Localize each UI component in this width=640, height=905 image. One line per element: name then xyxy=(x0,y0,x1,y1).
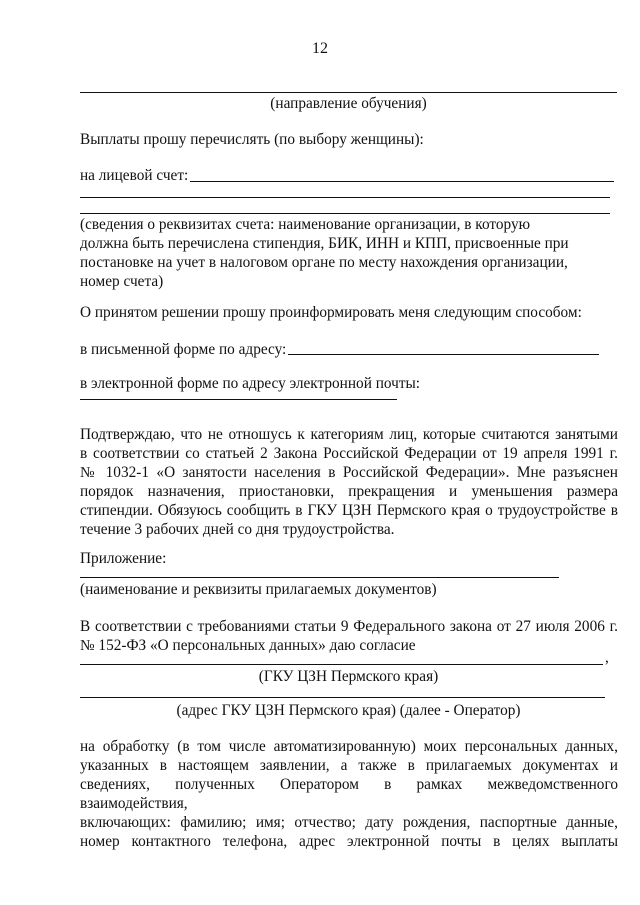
account-caption-line-1: (сведения о реквизитах счета: наименование организации, в которую xyxy=(80,216,531,233)
account-caption-line-2: должна быть перечислена стипендия, БИК, ИНН и КПП, присвоенные при xyxy=(80,235,569,252)
confirmation-line-1: Подтверждаю, что не отношусь к категориям лиц, которые считаются занятыми xyxy=(80,426,618,443)
processing-line-6: номер контактного телефона, адрес электронной почты в целях выплаты xyxy=(80,833,618,850)
processing-line-2: указанных в настоящем заявлении, а также в прилагаемых документах и xyxy=(80,757,618,774)
processing-line-5: включающих: фамилию; имя; отчество; дату рождения, паспортные данные, xyxy=(80,814,618,831)
confirmation-line-4: порядок назначения, приостановки, прекращения и уменьшения размера xyxy=(80,483,618,500)
notification-prompt: О принятом решении прошу проинформировать меня следующим способом: xyxy=(80,304,582,321)
email-form-label: в электронной форме по адресу электронной почты: xyxy=(80,375,421,392)
consent-line-1: В соответствии с требованиями статьи 9 Федерального закона от 27 июля 2006 г. xyxy=(80,618,618,635)
account-caption-line-4: номер счета) xyxy=(80,273,164,290)
study-direction-field-line xyxy=(80,92,617,93)
attachment-caption: (наименование и реквизиты прилагаемых документов) xyxy=(80,581,437,598)
confirmation-line-2: в соответствии со статьей 2 Закона Российской Федерации от 19 апреля 1991 г. xyxy=(80,445,618,462)
study-direction-caption: (направление обучения) xyxy=(270,95,427,112)
confirmation-line-6: течение 3 рабочих дней со дня трудоустройства. xyxy=(80,521,395,538)
account-field-line-1 xyxy=(190,181,614,182)
attachment-label: Приложение: xyxy=(80,550,167,567)
operator-name-field-line xyxy=(80,664,603,665)
consent-line-2: № 152-ФЗ «О персональных данных» даю согласие xyxy=(80,637,416,654)
operator-address-field-line xyxy=(80,697,605,698)
account-caption-line-3: постановке на учет в налоговом органе по месту нахождения организации, xyxy=(80,254,568,271)
payments-prompt: Выплаты прошу перечислять (по выбору женщины): xyxy=(80,131,424,148)
operator-name-caption: (ГКУ ЦЗН Пермского края) xyxy=(258,668,439,685)
written-form-label: в письменной форме по адресу: xyxy=(80,341,287,358)
written-address-field-line xyxy=(288,354,599,355)
account-field-line-2 xyxy=(80,197,610,198)
confirmation-line-3: № 1032-1 «О занятости населения в Российской Федерации». Мне разъяснен xyxy=(80,464,618,481)
account-label: на лицевой счет: xyxy=(80,167,189,184)
processing-line-3: сведениях, полученных Оператором в рамках межведомственного xyxy=(80,776,618,793)
operator-address-caption: (адрес ГКУ ЦЗН Пермского края) (далее - Оператор) xyxy=(176,702,521,719)
email-address-field-line xyxy=(80,399,397,400)
account-field-line-3 xyxy=(80,213,610,214)
page-number: 12 xyxy=(312,40,328,57)
operator-name-comma: , xyxy=(605,649,609,666)
processing-line-1: на обработку (в том числе автоматизированную) моих персональных данных, xyxy=(80,738,618,755)
processing-line-4: взаимодействия, xyxy=(80,795,188,812)
confirmation-line-5: стипендии. Обязуюсь сообщить в ГКУ ЦЗН Пермского края о трудоустройстве в xyxy=(80,502,618,519)
attachment-field-line xyxy=(80,577,559,578)
